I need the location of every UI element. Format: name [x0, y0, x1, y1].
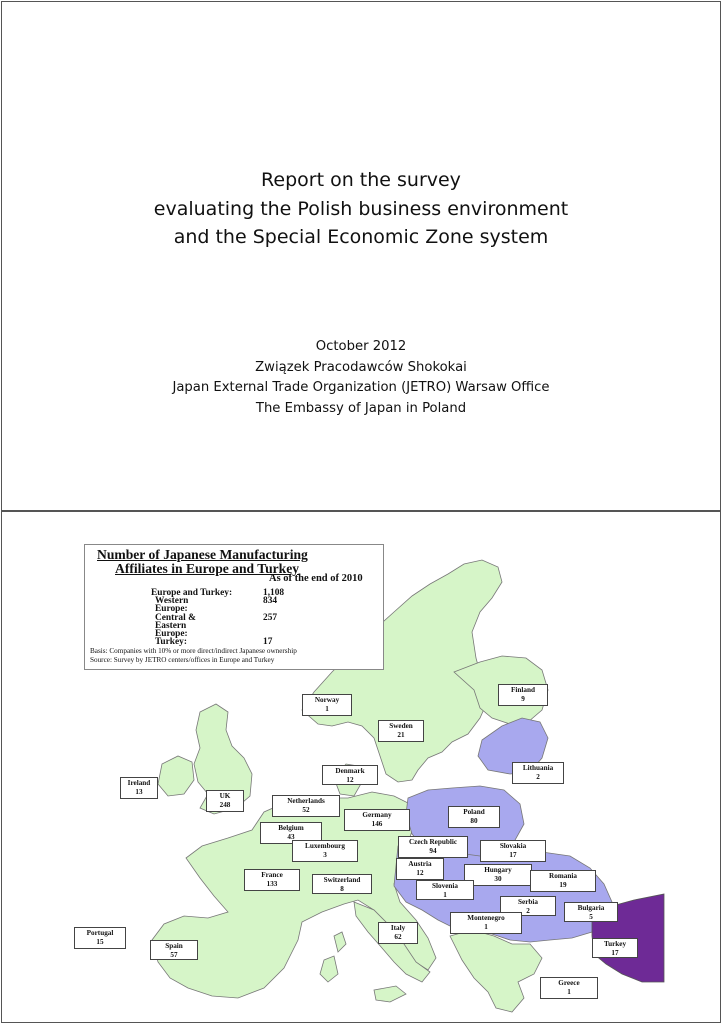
row-value: 17 [263, 637, 273, 647]
country-count: 15 [96, 937, 104, 946]
country-name: Bulgaria [577, 904, 605, 912]
country-count: 43 [287, 832, 295, 841]
country-name: Switzerland [323, 876, 361, 884]
info-box [84, 544, 384, 670]
country-count: 5 [589, 912, 593, 921]
country-label-france [244, 869, 300, 891]
country-count: 17 [509, 850, 517, 859]
country-name: Hungary [484, 866, 512, 874]
country-name: Austria [408, 860, 432, 868]
org-jetro: Japan External Trade Organization (JETRO) Warsaw Office [172, 380, 550, 395]
country-name: Belgium [278, 824, 304, 832]
info-basis: Basis: Companies with 10% or more direct/indirect Japanese ownership [90, 647, 297, 655]
row-value: 834 [263, 596, 278, 606]
country-label-switzerland [312, 874, 372, 894]
row-value: 1,108 [263, 588, 285, 598]
country-name: Denmark [335, 767, 365, 775]
country-count: 2 [536, 772, 540, 781]
row-label: Europe: [155, 604, 188, 614]
country-label-lithuania [512, 762, 564, 784]
country-name: Montenegro [467, 914, 505, 922]
country-count: 30 [494, 874, 502, 883]
row-label: Turkey: [155, 637, 187, 647]
country-count: 1 [443, 890, 447, 899]
country-label-germany [344, 809, 410, 831]
org-embassy: The Embassy of Japan in Poland [255, 400, 467, 416]
country-name: Poland [463, 808, 485, 816]
country-name: Spain [165, 942, 183, 950]
info-as-of: As of the end of 2010 [269, 573, 363, 584]
country-name: Luxembourg [305, 842, 345, 850]
country-count: 12 [346, 775, 354, 784]
report-date: October 2012 [315, 339, 407, 354]
info-notes [90, 647, 297, 665]
country-label-norway [302, 694, 352, 716]
country-count: 12 [416, 868, 424, 877]
country-name: Romania [549, 872, 577, 880]
country-name: Italy [390, 924, 406, 932]
country-count: 13 [135, 787, 143, 796]
row-label: Central & [155, 613, 196, 623]
info-title-line-2: Affiliates in Europe and Turkey [115, 561, 300, 576]
info-title [97, 548, 308, 576]
country-label-sweden [378, 720, 424, 742]
report-meta [2, 337, 720, 419]
country-name: Netherlands [287, 797, 325, 805]
country-name: Ireland [127, 779, 151, 787]
country-label-uk [206, 790, 244, 812]
country-count: 8 [340, 884, 344, 893]
row-label: Europe and Turkey: [151, 588, 233, 598]
country-count: 94 [429, 846, 437, 855]
country-label-portugal [74, 927, 126, 949]
country-name: Germany [362, 811, 392, 819]
country-count: 80 [470, 816, 478, 825]
country-count: 1 [325, 704, 329, 713]
country-label-montenegro [450, 912, 522, 934]
country-name: UK [219, 792, 231, 800]
country-name: Sweden [389, 722, 413, 730]
country-name: Slovenia [432, 882, 458, 890]
country-count: 146 [371, 819, 383, 828]
country-name: Portugal [86, 929, 114, 937]
country-label-romania [530, 870, 596, 892]
country-count: 1 [484, 922, 488, 931]
country-label-turkey [592, 938, 638, 958]
country-label-greece [540, 977, 598, 999]
country-count: 17 [611, 948, 619, 957]
country-label-netherlands [272, 795, 340, 817]
cover-slide [1, 1, 721, 511]
country-count: 3 [323, 850, 327, 859]
country-label-italy [378, 922, 418, 944]
country-label-bulgaria [564, 902, 618, 922]
row-label: Eastern [155, 621, 187, 631]
country-name: France [261, 871, 283, 879]
country-label-ireland [120, 777, 158, 799]
country-name: Slovakia [499, 842, 527, 850]
country-count: 133 [266, 879, 278, 888]
info-title-line-1: Number of Japanese Manufacturing [97, 547, 308, 562]
country-count: 9 [521, 694, 525, 703]
country-count: 21 [397, 730, 405, 739]
country-label-spain [150, 940, 198, 960]
country-name: Serbia [518, 898, 538, 906]
map-slide [1, 511, 721, 1023]
country-name: Greece [558, 979, 580, 987]
country-count: 52 [302, 805, 310, 814]
country-label-poland [448, 806, 500, 828]
country-name: Turkey [603, 940, 627, 948]
country-label-luxembourg [292, 840, 358, 862]
country-label-czech-republic [398, 836, 468, 858]
title-line-1: Report on the survey [261, 169, 461, 191]
country-label-austria [396, 858, 444, 880]
country-label-denmark [322, 765, 378, 785]
info-source: Source: Survey by JETRO centers/offices in Europe and Turkey [90, 656, 275, 664]
org-shokokai: Związek Pracodawców Shokokai [255, 359, 467, 375]
country-label-hungary [464, 864, 532, 886]
country-count: 1 [567, 987, 571, 996]
country-label-slovenia [416, 880, 474, 900]
country-name: Lithuania [522, 764, 554, 772]
country-count: 248 [219, 800, 231, 809]
row-value: 257 [263, 613, 278, 623]
country-count: 62 [394, 932, 402, 941]
country-label-slovakia [480, 840, 546, 862]
country-name: Finland [511, 686, 535, 694]
title-line-3: and the Special Economic Zone system [173, 226, 549, 248]
country-name: Czech Republic [408, 838, 458, 846]
row-label: Western [155, 596, 189, 606]
row-label: Europe: [155, 629, 188, 639]
country-count: 2 [526, 906, 530, 915]
report-title [2, 166, 720, 252]
country-count: 19 [559, 880, 567, 889]
country-name: Norway [314, 696, 340, 704]
country-label-finland [498, 684, 548, 706]
title-line-2: evaluating the Polish business environment [153, 197, 569, 220]
country-count: 57 [170, 950, 178, 959]
